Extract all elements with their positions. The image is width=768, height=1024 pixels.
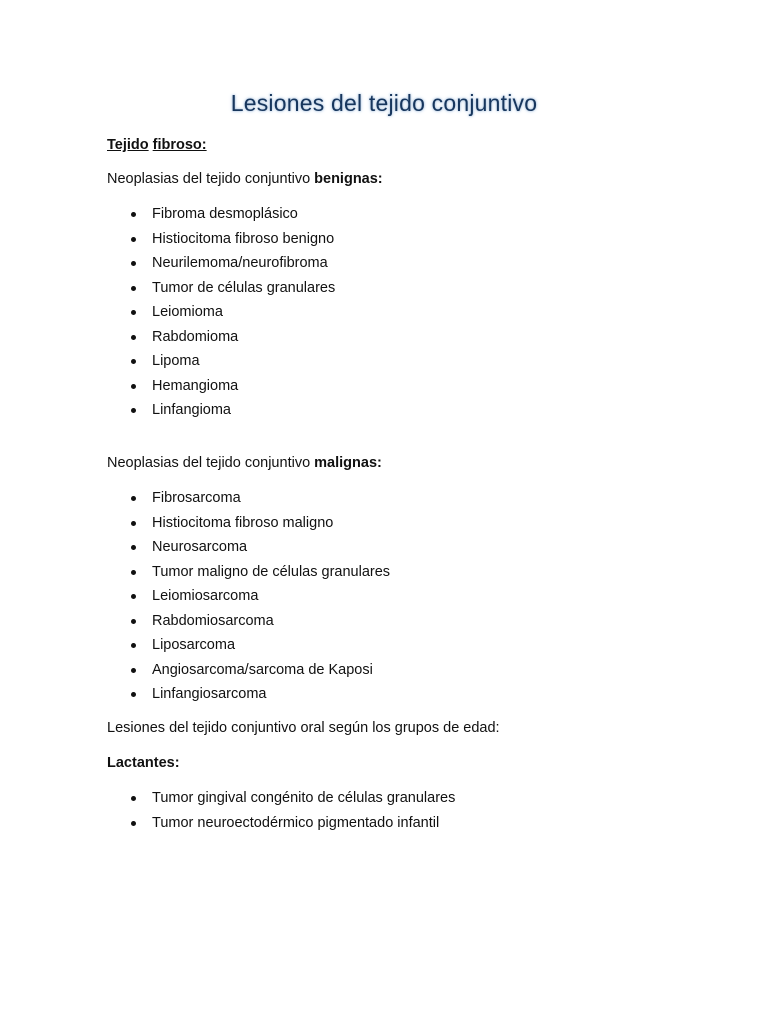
lactantes-list (131, 786, 455, 835)
list-item (131, 349, 335, 374)
list-item-text: Tumor de células granulares (152, 279, 336, 296)
list-item (131, 251, 335, 276)
list-item (131, 584, 390, 609)
list-item-text: Leiomioma (152, 304, 223, 320)
heading-word-fibroso: fibroso: (152, 137, 207, 153)
list-item (131, 276, 335, 301)
list-item (131, 202, 335, 227)
list-item (131, 786, 455, 811)
list-item (131, 300, 335, 325)
bullet-icon (131, 570, 136, 575)
list-item (131, 398, 335, 423)
bullet-icon (131, 496, 136, 501)
bullet-icon (131, 286, 136, 291)
list-item-text: Neurilemoma/neurofibroma (152, 255, 328, 271)
bullet-icon (131, 521, 136, 526)
list-item-text: Tumor neuroectodérmico pigmentado infantil (152, 814, 440, 831)
list-item-text: Liposarcoma (152, 637, 236, 653)
section-heading-lactantes: Lactantes: (107, 755, 180, 771)
age-groups-intro: Lesiones del tejido conjuntivo oral según los grupos de edad: (107, 720, 500, 736)
list-item-text: Fibroma desmoplásico (152, 206, 298, 222)
list-item (131, 658, 390, 683)
bullet-icon (131, 594, 136, 599)
list-item-text: Angiosarcoma/sarcoma de Kaposi (152, 661, 373, 678)
list-item (131, 535, 390, 560)
list-item-text: Rabdomiosarcoma (152, 612, 274, 629)
list-item-text: Hemangioma (152, 377, 239, 394)
heading-word-tejido: Tejido (107, 137, 149, 153)
malignant-intro-text: Neoplasias del tejido conjuntivo (107, 455, 315, 471)
bullet-icon (131, 692, 136, 697)
bullet-icon (131, 643, 136, 648)
list-item-text: Linfangiosarcoma (152, 686, 267, 702)
document-title: Lesiones del tejido conjuntivo (230, 90, 538, 116)
bullet-icon (131, 545, 136, 550)
section-heading-tejido-fibroso (107, 137, 207, 153)
bullet-icon (131, 212, 136, 217)
bullet-icon (131, 619, 136, 624)
list-item (131, 633, 390, 658)
malignant-list (131, 486, 390, 707)
benign-intro-text: Neoplasias del tejido conjuntivo (107, 171, 315, 187)
bullet-icon (131, 668, 136, 673)
list-item (131, 560, 390, 585)
list-item-text: Tumor gingival congénito de células granulares (152, 790, 456, 806)
list-item-text: Tumor maligno de células granulares (152, 563, 391, 580)
list-item (131, 486, 390, 511)
list-item-text: Histiocitoma fibroso maligno (152, 514, 334, 531)
list-item (131, 511, 390, 536)
malignant-intro-bold: malignas: (314, 455, 382, 471)
benign-intro-bold: benignas: (314, 171, 383, 187)
benign-list (131, 202, 335, 423)
list-item (131, 811, 455, 836)
bullet-icon (131, 261, 136, 266)
malignant-intro (107, 455, 382, 471)
bullet-icon (131, 796, 136, 801)
list-item (131, 325, 335, 350)
bullet-icon (131, 237, 136, 242)
list-item (131, 682, 390, 707)
bullet-icon (131, 384, 136, 389)
list-item-text: Fibrosarcoma (152, 490, 241, 506)
bullet-icon (131, 821, 136, 826)
list-item-text: Neurosarcoma (152, 539, 248, 555)
bullet-icon (131, 408, 136, 413)
list-item-text: Leiomiosarcoma (152, 588, 259, 604)
list-item-text: Lipoma (152, 353, 200, 369)
list-item-text: Linfangioma (152, 402, 231, 418)
list-item (131, 374, 335, 399)
list-item-text: Rabdomioma (152, 328, 239, 345)
list-item-text: Histiocitoma fibroso benigno (152, 230, 335, 247)
bullet-icon (131, 359, 136, 364)
list-item (131, 227, 335, 252)
bullet-icon (131, 310, 136, 315)
benign-intro (107, 171, 383, 187)
list-item (131, 609, 390, 634)
bullet-icon (131, 335, 136, 340)
